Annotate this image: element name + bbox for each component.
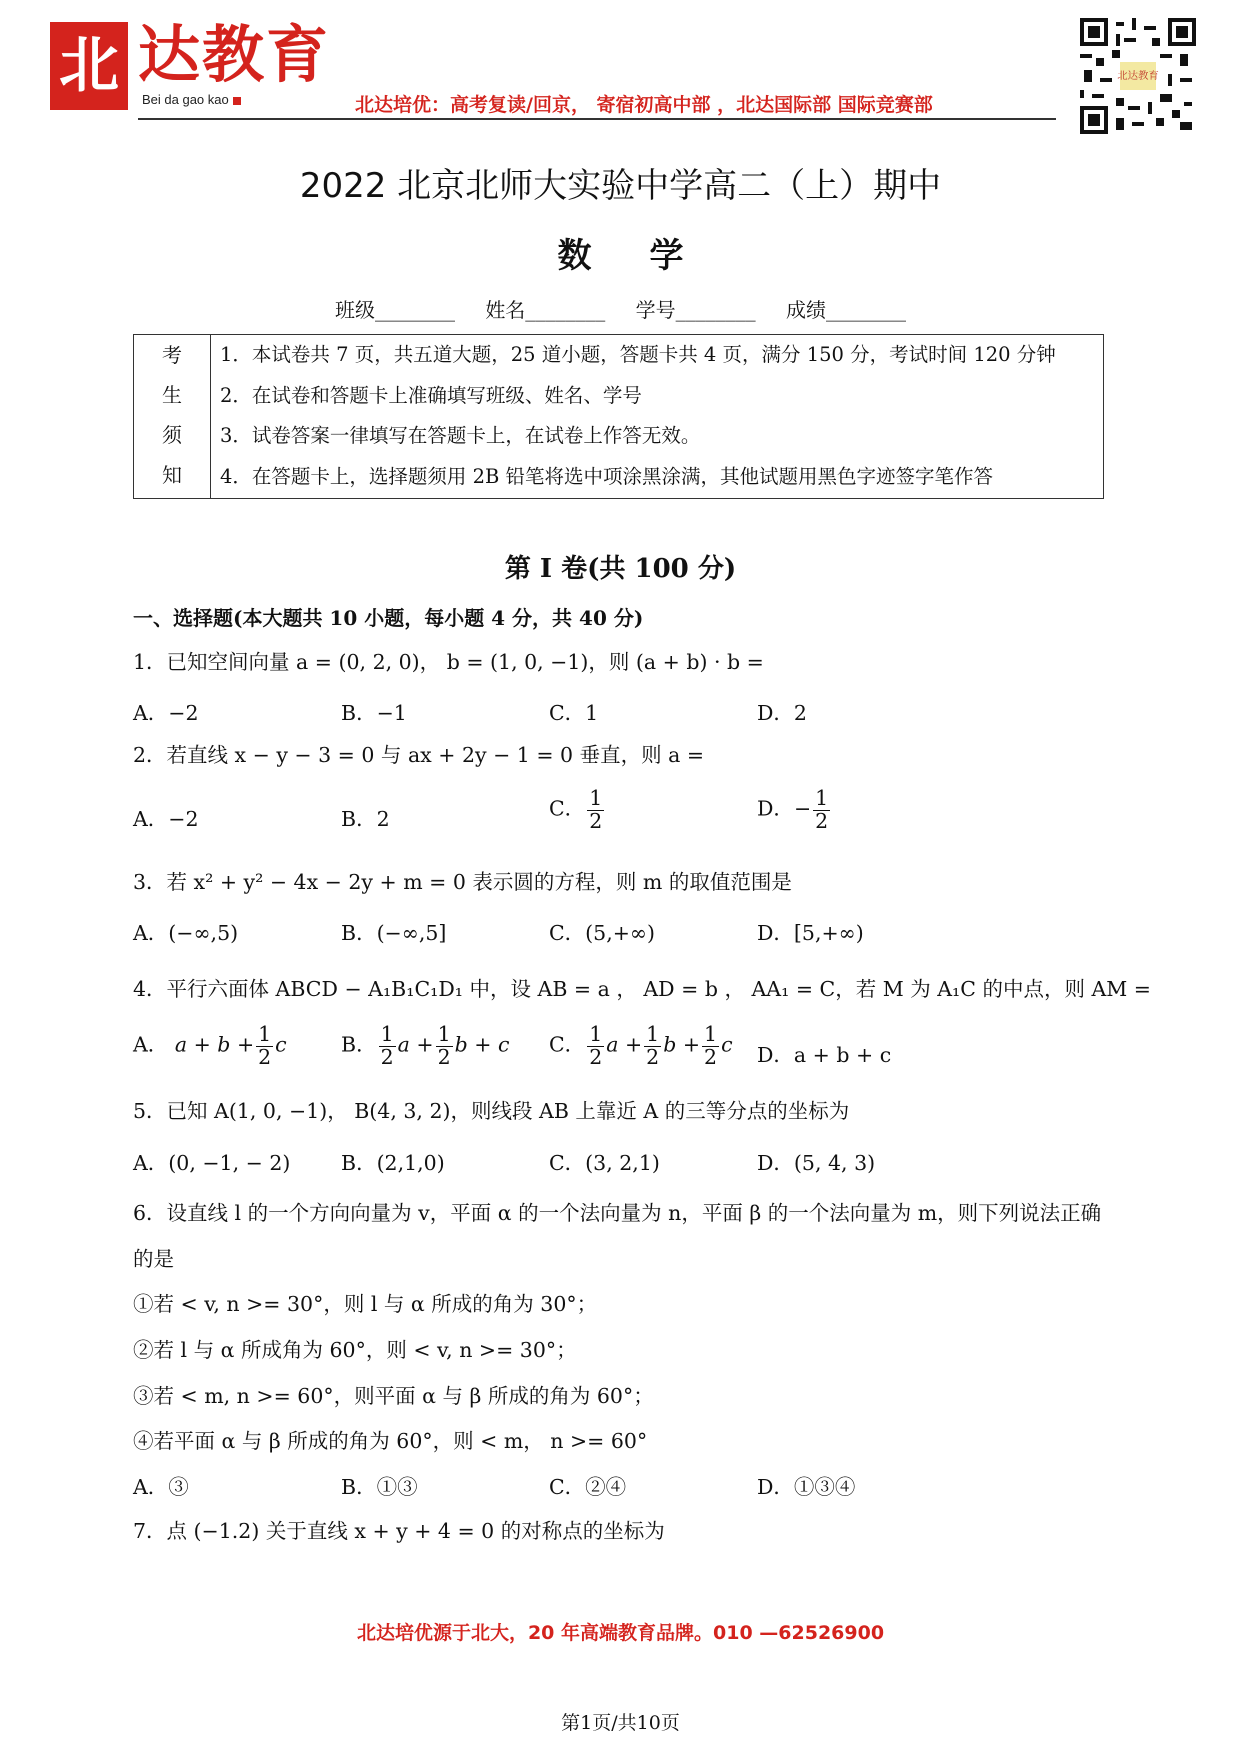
q3-option-b: B．(−∞,5] <box>341 921 447 945</box>
logo-mark: 北 <box>50 22 128 110</box>
q5-option-a: A．(0, −1, − 2) <box>133 1151 291 1175</box>
section-heading: 一、选择题(本大题共 10 小题，每小题 4 分，共 40 分) <box>133 606 644 630</box>
question-6-stem-cont: 的是 <box>133 1247 174 1271</box>
score-field: 成绩________ <box>786 298 907 322</box>
exam-subject: 数学 <box>557 236 742 276</box>
page-number: 第1页/共10页 <box>561 1712 680 1734</box>
notice-head-char: 考 <box>162 343 182 367</box>
notice-line: 3．试卷答案一律填写在答题卡上，在试卷上作答无效。 <box>220 424 701 447</box>
qr-code-icon <box>1080 18 1196 134</box>
q6-statement-1: ①若 < v, n >= 30°，则 l 与 α 所成的角为 30°； <box>133 1292 598 1316</box>
q3-option-a: A．(−∞,5) <box>133 921 239 945</box>
question-4-stem: 4．平行六面体 ABCD − A₁B₁C₁D₁ 中，设 AB = a ， AD = b ， AA₁ = C，若 M 为 A₁C 的中点，则 AM = <box>133 977 1151 1001</box>
question-6-stem: 6．设直线 l 的一个方向向量为 v，平面 α 的一个法向量为 n，平面 β 的一个法向量为 m，则下列说法正确 <box>133 1201 1102 1225</box>
exam-notice-table <box>133 334 1104 499</box>
question-7-stem: 7．点 (−1.2) 关于直线 x + y + 4 = 0 的对称点的坐标为 <box>133 1519 665 1543</box>
q6-option-c: C．②④ <box>549 1475 627 1499</box>
notice-line: 4．在答题卡上，选择题须用 2B 铅笔将选中项涂黑涂满，其他试题用黑色字迹签字笔作答 <box>220 464 994 488</box>
svg-text:北达教育: 北达教育 <box>1117 70 1159 83</box>
question-3-stem: 3．若 x² + y² − 4x − 2y + m = 0 表示圆的方程，则 m 的取值范围是 <box>133 870 792 894</box>
q1-option-d: D．2 <box>757 701 807 725</box>
question-5-stem: 5．已知 A(1, 0, −1)， B(4, 3, 2)，则线段 AB 上靠近 A 的三等分点的坐标为 <box>133 1099 850 1123</box>
q6-option-a: A．③ <box>133 1475 189 1499</box>
q4-option-d: D．a + b + c <box>757 1043 892 1067</box>
q5-option-b: B．(2,1,0) <box>341 1151 445 1175</box>
q2-option-c: C． $\frac{1}{2}$ <box>549 786 603 833</box>
student-info-fields <box>0 294 1241 323</box>
class-field: 班级________ <box>334 298 455 322</box>
notice-line: 2．在试卷和答题卡上准确填写班级、姓名、学号 <box>220 383 642 407</box>
notice-line: 1．本试卷共 7 页，共五道大题，25 道小题，答题卡共 4 页，满分 150 分，考试时间 120 分钟 <box>220 343 1056 366</box>
q6-statement-3: ③若 < m, n >= 60°，则平面 α 与 β 所成的角为 60°； <box>133 1384 654 1408</box>
notice-head-char: 生 <box>162 383 182 407</box>
logo-subtitle: Bei da gao kao <box>142 92 241 107</box>
part-title: 第 I 卷(共 100 分) <box>504 554 737 584</box>
q1-option-b: B．−1 <box>341 701 407 725</box>
q1-option-a: A．−2 <box>133 701 199 725</box>
q6-option-b: B．①③ <box>341 1475 418 1499</box>
q2-option-a: A．−2 <box>133 807 199 831</box>
footer-advert: 北达培优源于北大，20 年高端教育品牌。010 —62526900 <box>356 1622 885 1644</box>
logo-name: 达教育 <box>138 18 331 91</box>
q5-option-d: D．(5, 4, 3) <box>757 1151 876 1175</box>
q3-option-d: D．[5,+∞) <box>757 921 864 945</box>
header-banner: 北达培优：高考复读/回京， 寄宿初高中部 ，北达国际部 国际竞赛部 <box>355 94 933 116</box>
q6-statement-4: ④若平面 α 与 β 所成的角为 60°，则 < m， n >= 60° <box>133 1429 648 1453</box>
notice-header <box>134 335 211 498</box>
q3-option-c: C．(5,+∞) <box>549 921 655 945</box>
notice-head-char: 须 <box>162 423 182 447</box>
q6-option-d: D．①③④ <box>757 1475 856 1499</box>
q4-option-b: B． $\frac{1}{2}$ a + $\frac{1}{2}$ b + c <box>341 1022 510 1069</box>
q5-option-c: C．(3, 2,1) <box>549 1151 660 1175</box>
question-2-stem: 2．若直线 x − y − 3 = 0 与 ax + 2y − 1 = 0 垂直，则 a = <box>133 743 705 767</box>
q4-option-c: C． $\frac{1}{2}$ a + $\frac{1}{2}$ b + $\frac{1}{2}$ c <box>549 1022 733 1069</box>
exam-title: 2022 北京北师大实验中学高二（上）期中 <box>299 166 942 206</box>
student-id-field: 学号________ <box>635 298 756 322</box>
name-field: 姓名________ <box>485 298 606 322</box>
notice-lines <box>220 335 1056 497</box>
q6-statement-2: ②若 l 与 α 所成角为 60°，则 < v, n >= 30°； <box>133 1338 577 1362</box>
header-divider <box>138 118 1056 120</box>
q4-option-a: A． a + b + $\frac{1}{2}$ c <box>133 1022 287 1069</box>
q1-option-c: C．1 <box>549 701 599 725</box>
notice-head-char: 知 <box>162 463 182 487</box>
question-1-stem: 1．已知空间向量 a = (0, 2, 0)， b = (1, 0, −1)，则 (a + b) · b = <box>133 650 764 674</box>
q2-option-b: B．2 <box>341 807 390 831</box>
q2-option-d: D．− $\frac{1}{2}$ <box>757 786 829 833</box>
